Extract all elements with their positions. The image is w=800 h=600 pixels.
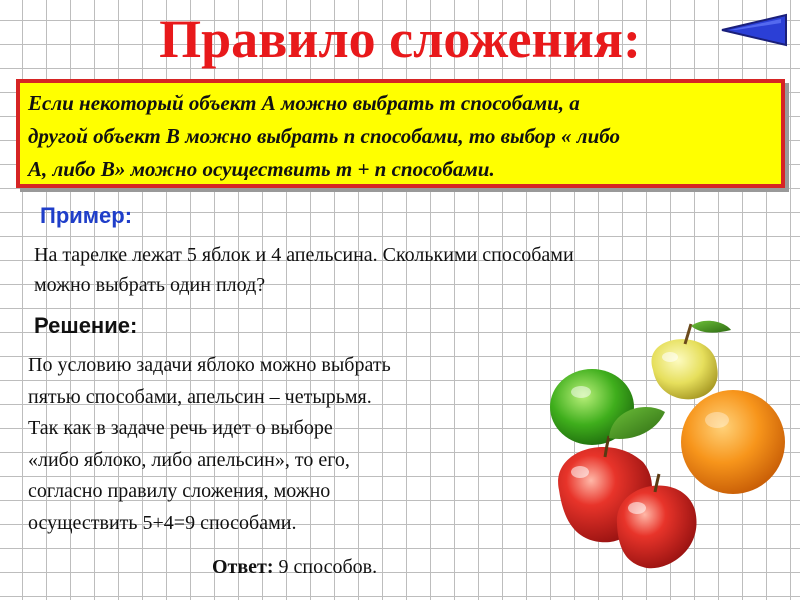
rule-text [28,87,773,186]
fruit-illustration [545,312,790,582]
rule-definition-box [16,79,785,188]
rule-line: А, либо В» можно осуществить m + n способами. [28,157,495,181]
rule-line: Если некоторый объект А можно выбрать m способами, а [28,91,580,115]
orange-icon [681,390,785,494]
yellow-apple-icon [651,321,731,400]
example-line: можно выбрать один плод? [34,274,266,296]
answer-label: Ответ: [212,556,274,578]
back-arrow-icon[interactable] [720,12,790,48]
example-text [34,240,774,300]
rule-line: другой объект В можно выбрать n способами, то выбор « либо [28,124,620,148]
solution-line: «либо яблоко, либо апельсин», то его, [28,448,350,471]
example-label: Пример: [40,203,133,228]
solution-label: Решение: [34,313,138,338]
slide-title: Правило сложения: [159,9,641,69]
solution-line: согласно правилу сложения, можно [28,480,331,502]
solution-line: Так как в задаче речь идет о выборе [28,417,333,439]
solution-line: осуществить 5+4=9 способами. [28,511,297,534]
solution-line: По условию задачи яблоко можно выбрать [28,354,391,376]
solution-line: пятью способами, апельсин – четырьмя. [28,385,372,408]
answer-value: 9 способов. [273,556,378,578]
answer [212,555,377,579]
solution-text [28,350,538,539]
example-line: На тарелке лежат 5 яблок и 4 апельсина. Сколькими способами [34,244,574,266]
